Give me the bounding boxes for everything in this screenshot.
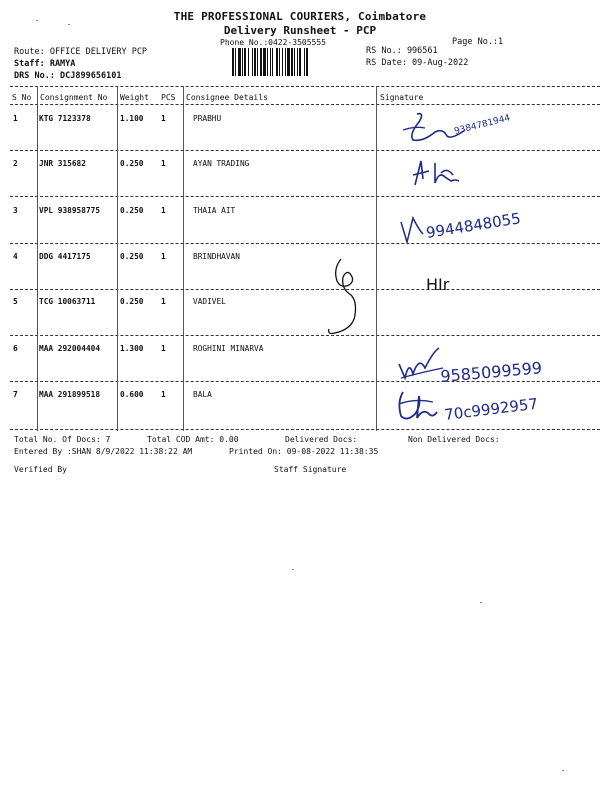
signature-row-7 — [393, 382, 578, 427]
barcode-bar — [263, 48, 266, 76]
cell-pcs: 1 — [161, 252, 166, 261]
barcode-bar — [238, 48, 241, 76]
scan-speck — [480, 602, 482, 603]
barcode-bar — [235, 48, 236, 76]
barcode-bar — [279, 48, 280, 76]
barcode-bar — [244, 48, 246, 76]
cell-sno: 7 — [13, 390, 18, 399]
barcode-bar — [276, 48, 278, 76]
cell-pcs: 1 — [161, 206, 166, 215]
barcode-bar — [260, 48, 262, 76]
cell-sno: 3 — [13, 206, 18, 215]
table-bottom-rule — [10, 429, 600, 430]
scan-speck — [36, 20, 38, 21]
cell-consignment: DDG 4417175 — [39, 252, 91, 261]
cell-consignee: ROGHINI MINARVA — [193, 344, 264, 353]
non-delivered-docs: Non Delivered Docs: — [408, 435, 500, 444]
column-divider — [117, 86, 118, 431]
cell-sno: 2 — [13, 159, 18, 168]
cell-consignee: AYAN TRADING — [193, 159, 250, 168]
barcode-bar — [291, 48, 293, 76]
cell-consignee: BRINDHAVAN — [193, 252, 240, 261]
barcode-bar — [287, 48, 290, 76]
signature-row-3 — [395, 198, 555, 248]
cell-weight: 0.250 — [120, 252, 144, 261]
printed-on: Printed On: 09-08-2022 11:38:35 — [229, 447, 379, 456]
barcode-bar — [232, 48, 234, 76]
scan-speck — [292, 569, 294, 570]
signature-row-2 — [405, 155, 475, 190]
scan-speck — [68, 24, 70, 25]
barcode-bar — [254, 48, 256, 76]
route: Route: OFFICE DELIVERY PCP — [14, 47, 148, 57]
column-divider — [183, 86, 184, 431]
rs-number: RS No.: 996561 — [366, 46, 438, 56]
handwritten-number: 70c9992957 — [443, 394, 539, 424]
cell-sno: 1 — [13, 114, 18, 123]
cell-consignment: TCG 10063711 — [39, 297, 96, 306]
barcode-bar — [257, 48, 258, 76]
signature-row-1 — [395, 108, 570, 148]
barcode-bar — [267, 48, 268, 76]
col-header-pcs: PCS — [161, 93, 176, 102]
barcode-bar — [248, 48, 249, 76]
signature-row-4-5-stroke — [325, 255, 370, 340]
cell-consignment: VPL 938958775 — [39, 206, 101, 215]
barcode-bar — [285, 48, 286, 76]
total-cod: Total COD Amt: 0.00 — [147, 435, 239, 444]
cell-sno: 5 — [13, 297, 18, 306]
barcode-bar — [282, 48, 283, 76]
rs-date: RS Date: 09-Aug-2022 — [366, 58, 469, 68]
cell-pcs: 1 — [161, 390, 166, 399]
barcode-bar — [297, 48, 298, 76]
barcode-bar — [270, 48, 271, 76]
col-header-signature: Signature — [380, 93, 424, 102]
col-header-weight: Weight — [120, 93, 149, 102]
row-divider — [10, 289, 600, 290]
cell-weight: 0.250 — [120, 297, 144, 306]
row-divider — [10, 335, 600, 336]
cell-consignee: BALA — [193, 390, 212, 399]
cell-weight: 1.300 — [120, 344, 144, 353]
handwritten-initials: HIr — [426, 275, 450, 294]
cell-consignee: VADIVEL — [193, 297, 226, 306]
phone-number: Phone No.:0422-3505555 — [220, 38, 326, 47]
cell-weight: 0.600 — [120, 390, 144, 399]
barcode-bar — [252, 48, 253, 76]
cell-pcs: 1 — [161, 114, 166, 123]
row-divider — [10, 196, 600, 197]
barcode-bar — [294, 48, 295, 76]
barcode-bar — [299, 48, 301, 76]
verified-by: Verified By — [14, 465, 67, 474]
cell-weight: 0.250 — [120, 206, 144, 215]
barcode-bar — [242, 48, 243, 76]
barcode-bar — [272, 48, 273, 76]
cell-consignment: JNR 315682 — [39, 159, 86, 168]
barcode — [232, 48, 362, 76]
drs-number: DRS No.: DCJ899656101 — [14, 71, 122, 81]
staff-signature-label: Staff Signature — [274, 465, 347, 474]
scan-speck — [562, 770, 564, 771]
cell-pcs: 1 — [161, 159, 166, 168]
column-divider — [376, 86, 377, 431]
cell-pcs: 1 — [161, 344, 166, 353]
barcode-bar — [304, 48, 305, 76]
cell-consignment: MAA 292004404 — [39, 344, 101, 353]
signature-row-4 — [420, 270, 480, 294]
runsheet-title: Delivery Runsheet - PCP — [223, 24, 377, 37]
handwritten-number: 9585099599 — [439, 358, 543, 386]
delivered-docs: Delivered Docs: — [285, 435, 358, 444]
cell-consignee: THAIA AIT — [193, 206, 236, 215]
cell-weight: 0.250 — [120, 159, 144, 168]
barcode-bar — [306, 48, 308, 76]
cell-consignment: MAA 291899518 — [39, 390, 101, 399]
staff: Staff: RAMYA — [14, 59, 76, 69]
handwritten-number: 9384781944 — [453, 113, 512, 137]
table-header-rule — [10, 104, 600, 105]
col-header-consignee: Consignee Details — [186, 93, 268, 102]
table-top-rule — [10, 86, 600, 87]
cell-weight: 1.100 — [120, 114, 144, 123]
total-docs: Total No. Of Docs: 7 — [14, 435, 111, 444]
col-header-sno: S No — [12, 93, 32, 102]
cell-consignment: KTG 7123378 — [39, 114, 91, 123]
cell-consignee: PRABHU — [193, 114, 222, 123]
signature-row-6 — [393, 338, 568, 388]
page-number: Page No.:1 — [452, 37, 504, 47]
handwritten-number: 9944848055 — [424, 209, 522, 242]
col-header-consignment: Consignment No — [40, 93, 108, 102]
row-divider — [10, 150, 600, 151]
cell-sno: 4 — [13, 252, 18, 261]
entered-by: Entered By :SHAN 8/9/2022 11:38:22 AM — [14, 447, 193, 456]
cell-sno: 6 — [13, 344, 18, 353]
cell-pcs: 1 — [161, 297, 166, 306]
column-divider — [37, 86, 38, 431]
company-title: THE PROFESSIONAL COURIERS, Coimbatore — [173, 10, 427, 23]
